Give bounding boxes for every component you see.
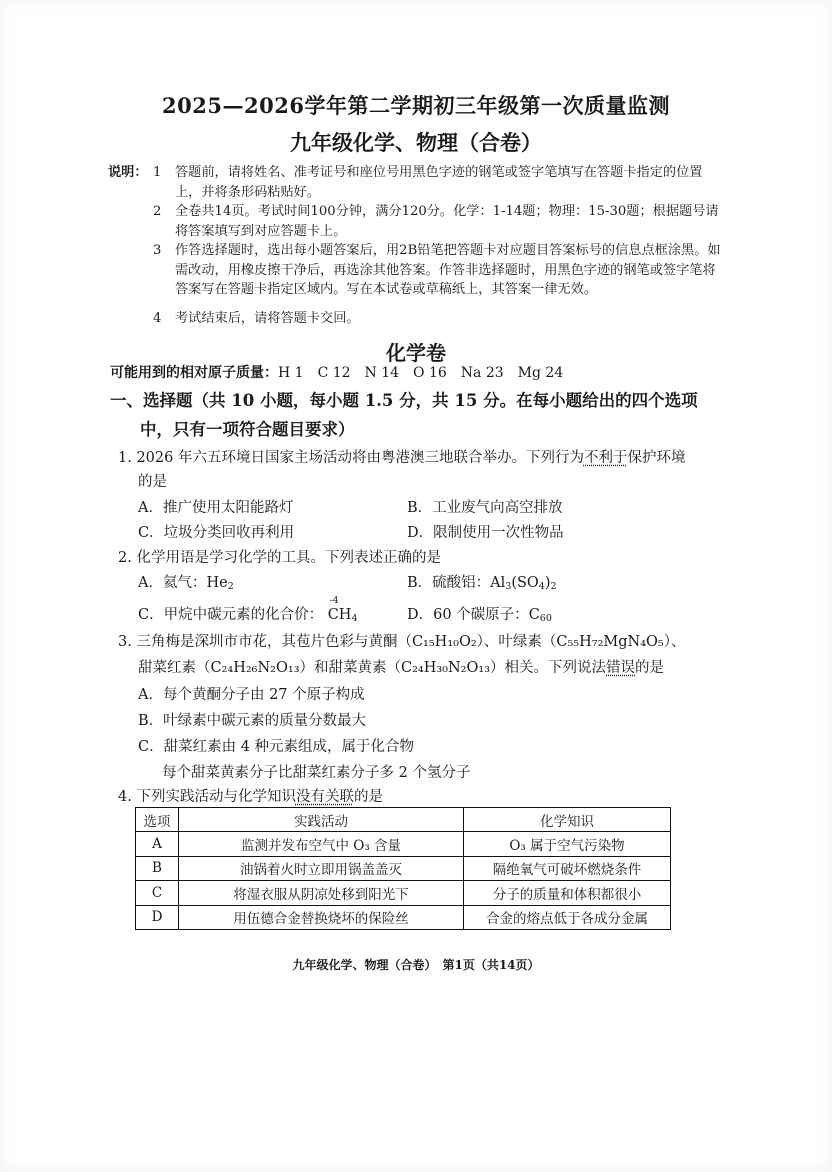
atomic-masses-values: H 1 C 12 N 14 O 16 Na 23 Mg 24 (278, 365, 564, 381)
q3-option-d: 每个甜菜黄素分子比甜菜红素分子多 2 个氢分子 (162, 765, 471, 781)
question-number: 1. (118, 450, 132, 466)
question-text: 保护环境 (627, 450, 686, 466)
formula-subscript: 2 (227, 581, 234, 592)
table-cell-activity: 油锅着火时立即用锅盖盖灭 (179, 856, 464, 880)
q2-option-c (138, 596, 358, 624)
instruction-item (153, 202, 728, 241)
instruction-number: 1 (153, 165, 162, 180)
table-cell-option: B (136, 856, 179, 880)
formula-subscript: 2 (550, 581, 557, 592)
formula: (SO (511, 575, 539, 591)
table-cell-option: D (136, 905, 179, 929)
q3-option-c: C．甜菜红素由 4 种元素组成，属于化合物 (138, 739, 415, 755)
part-heading: 一、选择题（共 10 小题，每小题 1.5 分，共 15 分。在每小题给出的四个选项 (110, 391, 698, 410)
table-header: 选项 (136, 808, 179, 832)
table-cell-option: A (136, 832, 179, 856)
formula-subscript: 4 (351, 613, 358, 624)
option-label: D．60 个碳原子： (407, 607, 529, 623)
table-cell-knowledge: O₃ 属于空气污染物 (464, 832, 671, 856)
valence-formula (327, 596, 358, 624)
q3-option-b: B．叶绿素中碳元素的质量分数最大 (138, 713, 367, 729)
formula: Al (490, 575, 506, 591)
instruction-item (153, 309, 728, 329)
q2-option-a (138, 571, 234, 592)
q1-option-c: C．垃圾分类回收再利用 (138, 525, 295, 541)
question-number: 4. (118, 789, 132, 805)
formula-subscript: 3 (505, 581, 512, 592)
table-cell-option: C (136, 881, 179, 905)
page-footer: 九年级化学、物理（合卷） 第1页（共14页） (292, 958, 540, 972)
option-label: C．甲烷中碳元素的化合价： (138, 607, 324, 623)
table-cell-knowledge: 合金的熔点低于各成分金属 (464, 905, 671, 929)
q1-option-d: D．限制使用一次性物品 (407, 525, 564, 541)
question-2-stem (118, 546, 441, 567)
emphasis-text: 错误 (606, 660, 636, 676)
formula: C (528, 607, 540, 623)
instruction-text: 全卷共14页。考试时间100分钟，满分120分。化学：1-14题；物理：15-30题；根据题号请将答案填写到对应答题卡上。 (175, 204, 719, 239)
table-row (136, 881, 671, 905)
instruction-item (153, 163, 728, 202)
section-title: 化学卷 (386, 341, 446, 365)
table-row (136, 832, 671, 856)
formula: He (206, 575, 228, 591)
instruction-text: 作答选择题时，选出每小题答案后，用2B铅笔把答题卡对应题目答案标号的信息点框涂黑。如需改动，用橡皮擦干净后，再选涂其他答案。作答非选择题时，用黑色字迹的钢笔或签字笔将答案写在答题卡指定区域内。写在本试卷或草稿纸上，其答案一律无效。 (175, 243, 721, 298)
formula: CH (327, 607, 352, 623)
part-heading-cont: 中，只有一项符合题目要求） (140, 420, 355, 439)
question-3-stem (118, 630, 685, 651)
instruction-text: 考试结束后，请将答题卡交回。 (175, 311, 360, 326)
table-cell-activity: 将湿衣服从阴凉处移到阳光下 (179, 881, 464, 905)
q1-option-a: A．推广使用太阳能路灯 (138, 500, 294, 516)
question-4-stem (118, 785, 383, 806)
formula-subscript: 60 (539, 613, 552, 624)
question-text: 的是 (635, 660, 665, 676)
valence-mark: -4 (329, 596, 339, 606)
exam-title: 2025—2026学年第二学期初三年级第一次质量监测 (162, 93, 670, 118)
table-cell-knowledge: 分子的质量和体积都很小 (464, 881, 671, 905)
atomic-masses-label: 可能用到的相对原子质量： (110, 365, 278, 381)
q2-option-d (407, 603, 552, 624)
table-row (136, 905, 671, 929)
instructions-label: 说明： (108, 165, 148, 180)
question-number: 3. (118, 634, 132, 650)
table-cell-knowledge: 隔绝氧气可破坏燃烧条件 (464, 856, 671, 880)
q4-table (135, 807, 671, 930)
question-text: 三角梅是深圳市市花，其苞片色彩与黄酮（C₁₅H₁₀O₂）、叶绿素（C₅₅H₇₂MgN₄O₅）、 (136, 634, 686, 650)
table-header: 实践活动 (179, 808, 464, 832)
option-label: B．硫酸铝： (407, 575, 491, 591)
question-1-stem (118, 446, 685, 467)
exam-subtitle: 九年级化学、物理（合卷） (290, 130, 542, 155)
emphasis-text: 不利于 (583, 450, 628, 466)
emphasis-text: 没有关联 (295, 789, 354, 805)
option-label: A．氦气： (138, 575, 207, 591)
table-header: 化学知识 (464, 808, 671, 832)
question-1-stem-cont: 的是 (138, 474, 167, 490)
question-text: 甜菜红素（C₂₄H₂₆N₂O₁₃）和甜菜黄素（C₂₄H₃₀N₂O₁₃）相关。下列说法 (138, 660, 607, 676)
question-text: 的是 (353, 789, 383, 805)
instruction-number: 4 (153, 311, 162, 326)
question-number: 2. (118, 550, 132, 566)
table-row (136, 856, 671, 880)
question-text: 化学用语是学习化学的工具。下列表述正确的是 (136, 550, 441, 566)
q1-option-b: B．工业废气向高空排放 (407, 500, 563, 516)
table-cell-activity: 用伍德合金替换烧坏的保险丝 (179, 905, 464, 929)
instruction-number: 3 (153, 243, 162, 258)
atomic-masses (110, 362, 563, 382)
q2-option-b (407, 571, 557, 592)
instruction-number: 2 (153, 204, 162, 219)
table-header-row (136, 808, 671, 832)
q3-option-a: A．每个黄酮分子由 27 个原子构成 (138, 687, 365, 703)
instruction-text: 答题前，请将姓名、准考证号和座位号用黑色字迹的钢笔或签字笔填写在答题卡指定的位置上，并将条形码粘贴好。 (175, 165, 703, 200)
instruction-item (153, 241, 728, 300)
formula-subscript: 4 (538, 581, 545, 592)
formula: ) (544, 575, 551, 591)
question-3-stem-cont (138, 656, 664, 677)
table-cell-activity: 监测并发布空气中 O₃ 含量 (179, 832, 464, 856)
question-text: 2026 年六五环境日国家主场活动将由粤港澳三地联合举办。下列行为 (136, 450, 584, 466)
question-text: 下列实践活动与化学知识 (136, 789, 296, 805)
